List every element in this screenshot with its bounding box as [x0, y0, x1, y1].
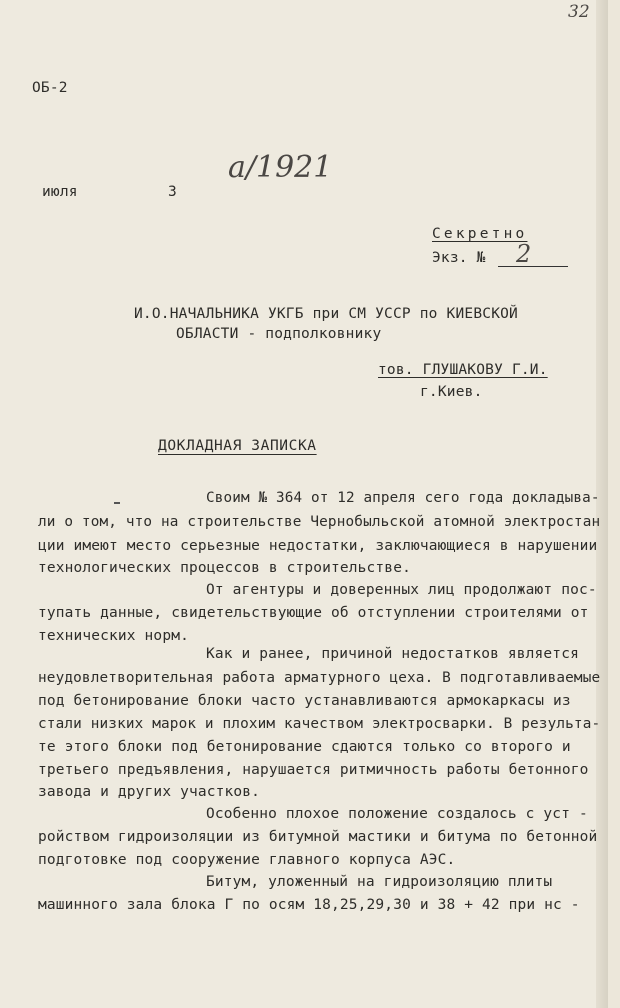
body-line: под бетонирование блоки часто устанавливаются армокаркасы из [38, 693, 571, 709]
addressee-line2: ОБЛАСТИ - подполковнику [176, 326, 382, 342]
copy-number-line [498, 266, 568, 267]
addressee-line1: И.О.НАЧАЛЬНИКА УКГБ при СМ УССР по КИЕВСКОЙ [134, 306, 518, 322]
body-line: завода и других участков. [38, 784, 260, 800]
date-day: 3 [168, 184, 177, 200]
body-line: неудовлетворительная работа арматурного цеха. В подготавливаемые [38, 670, 601, 686]
addressee-name: тов. ГЛУШАКОВУ Г.И. [378, 362, 548, 378]
copy-label: Экз. № [432, 250, 486, 266]
body-line: Битум, уложенный на гидроизоляцию плиты [206, 874, 553, 890]
body-line: Особенно плохое положение создалось с уст - [206, 806, 588, 822]
body-line: третьего предъявления, нарушается ритмичность работы бетонного [38, 762, 589, 778]
body-line: Своим № 364 от 12 апреля сего года докладыва- [206, 490, 600, 506]
body-line: машинного зала блока Г по осям 18,25,29,30 и 38 + 42 при нс - [38, 897, 580, 913]
body-line: ройством гидроизоляции из битумной мастики и битума по бетонной [38, 829, 598, 845]
body-line: технологических процессов в строительстве. [38, 560, 411, 576]
body-line: ции имеют место серьезные недостатки, заключающиеся в нарушении [38, 538, 598, 554]
document-heading: ДОКЛАДНАЯ ЗАПИСКА [158, 438, 317, 454]
body-line: подготовке под сооружение главного корпуса АЭС. [38, 852, 456, 868]
classification-stamp: Секретно [432, 226, 528, 242]
body-line: тупать данные, свидетельствующие об отступлении строителями от [38, 605, 589, 621]
copy-number: 2 [516, 240, 532, 268]
body-line: технических норм. [38, 628, 189, 644]
addressee-city: г.Киев. [420, 384, 483, 400]
page-number: 32 [568, 2, 590, 22]
date-month: июля [42, 184, 78, 200]
margin-mark [114, 502, 120, 504]
document-code: ОБ-2 [32, 80, 68, 96]
body-line: те этого блоки под бетонирование сдаются только со второго и [38, 739, 571, 755]
registration-number: а/1921 [228, 150, 333, 185]
body-line: Как и ранее, причиной недостатков является [206, 646, 579, 662]
body-line: ли о том, что на строительстве Чернобыльской атомной электростан [38, 514, 601, 530]
body-line: От агентуры и доверенных лиц продолжают пос- [206, 582, 597, 598]
body-line: стали низких марок и плохим качеством электросварки. В результа- [38, 716, 601, 732]
